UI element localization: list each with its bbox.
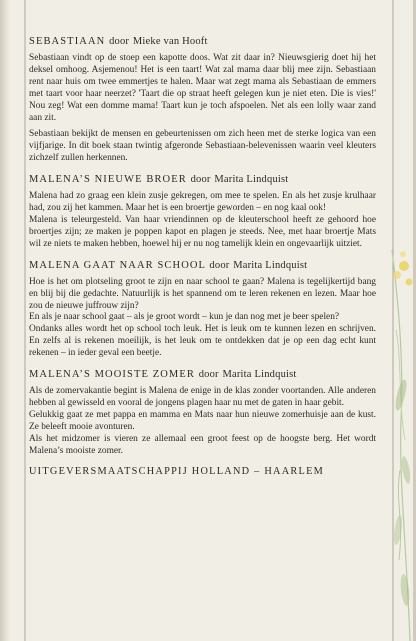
book-title: MALENA’S MOOISTE ZOMER — [29, 369, 195, 381]
paragraph: Sebastiaan vindt op de stoep een kapotte doos. Wat zit daar in? Nieuwsgierig doet hij het deksel omhoog. Asjemenou! Het is een taart! Wat zal mama daar blij mee zijn. Sebastiaan rent naar huis om twee emmertjes te halen. Maar wat zegt mama als Sebastiaan de emmers met taart voor haar neerzet? 'Taart die op straat heeft gelegen kun je niet eten. Die is vies!' Nou zeg! Wat een domme mama! Taart kun je toch afspoelen. Net als een lolly waar zand aan zit. — [29, 53, 376, 123]
by-word: door — [209, 259, 230, 271]
paragraph: Als de zomervakantie begint is Malena de enige in de klas zonder voortanden. Alle anderen hebben al gewisseld en vooral de jongens plagen haar nu met de gaten in haar gebit. — [29, 386, 376, 408]
by-word: door — [109, 36, 130, 47]
author-name: Marita Lindquist — [222, 369, 297, 381]
section-malenas-mooiste-zomer — [29, 369, 376, 457]
paragraph: Hoe is het om plotseling groot te zijn en naar school te gaan? Malena is tegelijkertijd bang en blij bij die gedachte. Natuurlijk is het spannend om te leren rekenen en lezen. Maar hoe zou de nieuwe juffrouw zijn? — [29, 276, 376, 311]
author-name: Marita Lindquist — [233, 259, 308, 271]
spine-shadow — [0, 0, 10, 641]
section-sebastiaan — [29, 36, 376, 165]
paragraph: En als je naar school gaat – als je groot wordt – kun je dan nog met je beer spelen? — [29, 312, 340, 323]
author-name: Marita Lindquist — [214, 174, 289, 186]
book-title: MALENA’S NIEUWE BROER — [29, 174, 187, 186]
flower-icon — [393, 251, 413, 286]
section-heading — [29, 369, 376, 380]
section-malenas-nieuwe-broer — [29, 174, 376, 251]
by-word: door — [198, 369, 219, 381]
paragraph: Malena is teleurgesteld. Van haar vriendinnen op de kleuterschool heeft ze gehoord hoe broertjes zijn; ze maken je poppen kapot en plagen je steeds. Nee, met haar broertje Mats wil ze niets te maken hebben, hoewel hij er nu nog tamelijk klein en ongevaarlijk uitziet. — [29, 214, 376, 249]
by-word: door — [190, 174, 211, 186]
book-title: MALENA GAAT NAAR SCHOOL — [29, 259, 206, 271]
author-name: Mieke van Hooft — [132, 36, 208, 47]
paragraph: Ondanks alles wordt het op school toch leuk. Het is leuk om te kunnen lezen en schrijven. En zelfs al is rekenen moeilijk, is het leuk om te ontdekken dat je op een dag echt kunt rekenen – in ieder geval een beetje. — [29, 324, 376, 359]
paragraph: Sebastiaan bekijkt de mensen en gebeurtenissen om zich heen met de sterke logica van een vijfjarige. In dit boek staan twintig afgeronde Sebastiaan-belevenissen waarin veel kleuters zichzelf zullen herkennen. — [29, 129, 376, 164]
section-heading — [29, 174, 376, 185]
paragraph: Gelukkig gaat ze met pappa en mamma en Mats naar hun nieuwe zomerhuisje aan de kust. Ze beleeft mooie avonturen. — [29, 409, 376, 432]
publisher-imprint: UITGEVERSMAATSCHAPPIJ HOLLAND – HAARLEM — [29, 466, 325, 478]
flower-illustration — [392, 250, 413, 641]
text-column — [29, 36, 376, 477]
leaf-icon — [392, 379, 411, 607]
paragraph: Malena had zo graag een klein zusje gekregen, om mee te spelen. En als het zusje krulhaar had, zou zij het kammen. Maar het is een broertje geworden – en nog kaal ook! — [29, 191, 376, 214]
book-title: SEBASTIAAN — [29, 36, 106, 47]
section-heading — [29, 36, 376, 47]
section-heading — [29, 260, 376, 271]
section-malena-gaat-naar-school — [29, 260, 376, 360]
paragraph: Als het midzomer is vieren ze allemaal een groot feest op de hoogste berg. Het wordt Malena’s mooiste zomer. — [29, 433, 376, 456]
